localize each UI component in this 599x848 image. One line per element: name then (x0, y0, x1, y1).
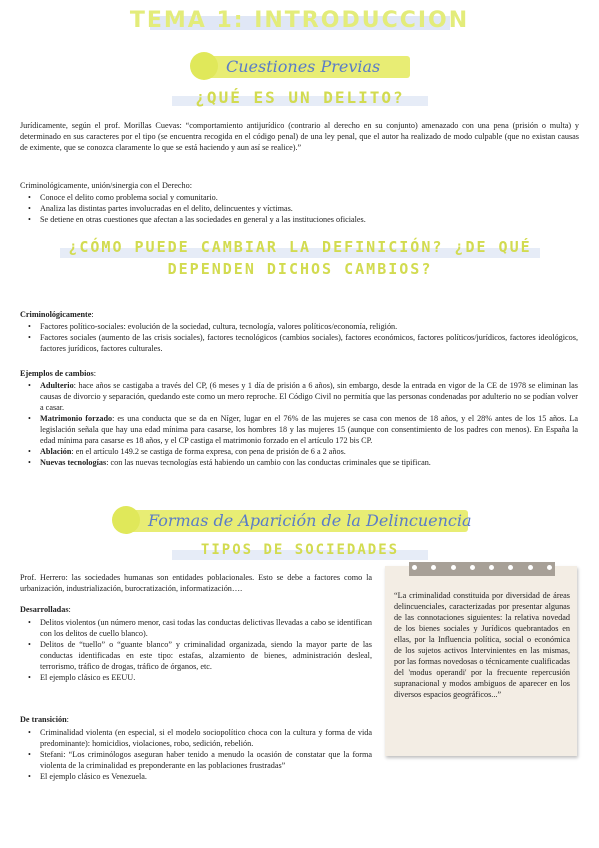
banner-title: Cuestiones Previas (226, 57, 381, 76)
list-item: • Conoce el delito como problema social y comunitario. (22, 192, 578, 203)
list-item: • Analiza las distintas partes involucradas en el delito, delincuentes y víctimas. (22, 203, 578, 214)
criminological-heading (20, 309, 579, 320)
list-item: • El ejemplo clásico es Venezuela. (22, 771, 372, 782)
transition-heading (20, 714, 372, 725)
example-text: : hace años se castigaba a través del CP, (6 meses y 1 día de prisión a 6 años), sin embargo, desde la entrada en vigor de la CE de 1978 se eliminan las causas de divorcio y separación, quedando este como un mero reproche. El Código Civil no permitía que las personas condenadas por adulterio no se podían volver a casar. (40, 381, 578, 412)
subtitle-society-types: TIPOS DE SOCIEDADES (200, 542, 400, 558)
banner-dot (112, 506, 140, 534)
list-item (22, 413, 578, 446)
example-lead: Nuevas tecnologías (40, 458, 107, 467)
example-text: : con las nuevas tecnologías está habiendo un cambio con las conductas criminales que se tipifican. (106, 458, 431, 467)
question-definition-change: ¿CÓMO PUEDE CAMBIAR LA DEFINICIÓN? ¿DE QUÉ DEPENDEN DICHOS CAMBIOS? (68, 238, 532, 278)
list-item (22, 457, 578, 468)
list-item: • Factores sociales (aumento de las crisis sociales), factores tecnológicos (cambios sociales), factores económicos, factores políticos/jurídicos, factores ideológicos, factores jurídicos, factores culturales. (22, 332, 578, 354)
list-item: • Se detiene en otras cuestiones que afectan a las sociedades en general y a las instituciones oficiales. (22, 214, 578, 225)
list-item: • Factores político-sociales: evolución de la sociedad, cultura, tecnología, valores políticos/economía, religión. (22, 321, 578, 332)
banner-dot (190, 52, 218, 80)
criminological-label: Criminológicamente (20, 310, 92, 319)
transition-label: De transición (20, 715, 67, 724)
section-banner-formas (112, 506, 472, 534)
list-item: • Delitos violentos (un número menor, casi todas las conductas delictivas llevadas a cabo se identifican con los delitos de cuello blanco). (22, 617, 372, 639)
criminological-intro: Criminológicamente, unión/sinergia con el Derecho: (20, 181, 192, 190)
list-item: • Criminalidad violenta (en especial, si el modelo sociopolítico choca con la cultura y forma de vida predominante): homicidios, violaciones, robo, sedición, rebelión. (22, 727, 372, 749)
list-item: • Delitos de “tuello” o “guante blanco” y criminalidad organizada, siendo la mayor parte de las conductas identificadas en este tipo: estafas, alzamiento de bienes, administración desleal, terrorismo, tráfico de drogas, tráfico de órganos, etc. (22, 639, 372, 672)
transition-colon: : (66, 715, 69, 724)
herrero-paragraph: Prof. Herrero: las sociedades humanas son entidades poblacionales. Esto se debe a factores como la urbanización, industrialización, burocratización, informatización…. (20, 573, 372, 593)
example-lead: Matrimonio forzado (40, 414, 113, 423)
page-title: TEMA 1: INTRODUCCION (129, 8, 470, 33)
examples-list (22, 380, 578, 468)
legal-definition-paragraph: Jurídicamente, según el prof. Morillas Cuevas: “comportamiento antijurídico (contrario al derecho en su conjunto) amenazado con una pena (prisión o multa) y determinado en sus caracteres por el tipo (se encuentra recogida en el código penal) de una ley penal, que el autor ha realizado de modo culpable (que no existan causas de eximente, que se conozca claramente lo que se está haciendo y aun así se realice).” (20, 121, 579, 152)
developed-colon: : (68, 605, 71, 614)
developed-list (22, 617, 372, 683)
banner-title: Formas de Aparición de la Delincuencia (148, 511, 472, 530)
factors-list (22, 321, 578, 354)
examples-colon: : (93, 369, 96, 378)
list-item (22, 446, 578, 457)
section-banner-cuestiones (190, 52, 410, 80)
transition-list (22, 727, 372, 782)
list-item: • El ejemplo clásico es EEUU. (22, 672, 372, 683)
list-item: • Stefani: “Los criminólogos aseguran haber tenido a menudo la ocasión de constatar que la forma violenta de la criminalidad es preponderante en las poblaciones frustradas” (22, 749, 372, 771)
example-text: : en el artículo 149.2 se castiga de forma expresa, con pena de prisión de 6 a 2 años. (71, 447, 346, 456)
examples-label: Ejemplos de cambios (20, 369, 94, 378)
note-holes (412, 565, 552, 573)
criminological-list (22, 192, 578, 225)
examples-heading (20, 368, 579, 379)
list-item (22, 380, 578, 413)
example-text: : es una conducta que se da en Níger, lugar en el 76% de las mujeres se casa con menos de 18 años, y el 28% antes de los 15 años. La legislación señala que hay una edad mínima para casarse, los hombres 18 y las mujeres 15 (aunque con consentimiento de los padres con menos). En España la edad mínima para casarse es 18 años, y el CP castiga el matrimonio forzado en el artículo 172 bis CP. (40, 414, 579, 445)
criminological-colon: : (91, 310, 94, 319)
quote-text: “La criminalidad constituida por diversidad de áreas delincuenciales, caracterizadas por presentar algunas de las connotaciones siguientes: la relativa novedad de los bienes sociales y Jurídicos quebrantados en ellas, por la Influencia política, social o económica de los sujetos activos Intervinientes en las mismas, por las formas novedosas o técnicamente cualificadas del 'modus operandi' por la frecuente repercusión supranacional y modos ambiguos de aparecer en los diversos espacios geográficos...” (394, 591, 570, 699)
developed-label: Desarrolladas (20, 605, 69, 614)
developed-heading (20, 604, 372, 615)
question-what-is-crime: ¿QUÉ ES UN DELITO? (195, 88, 405, 107)
example-lead: Adulterio (40, 381, 74, 390)
example-lead: Ablación (40, 447, 72, 456)
